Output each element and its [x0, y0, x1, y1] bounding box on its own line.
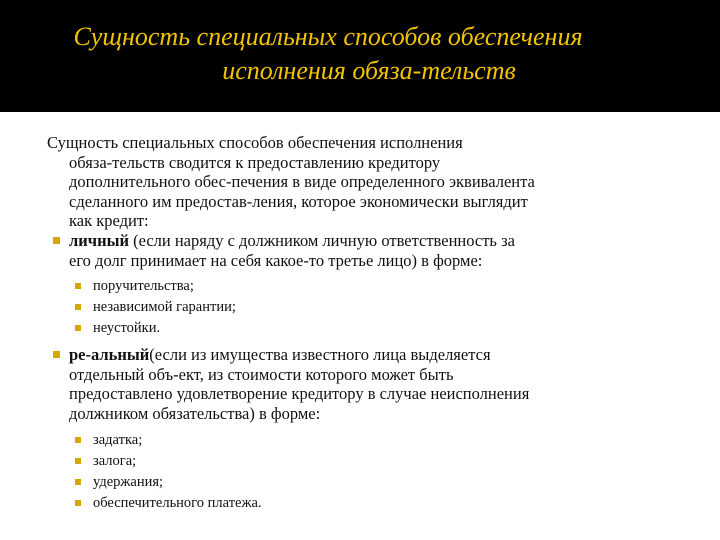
list-item: залога;	[47, 451, 687, 472]
title-line-1: Сущность специальных способов обеспечения	[73, 22, 583, 51]
personal-forms-list	[47, 276, 687, 339]
personal-term: личный	[69, 230, 129, 250]
square-bullet-icon	[75, 325, 81, 331]
intro-line: сделанного им предостав-ления, которое экономически выглядит	[69, 191, 528, 211]
personal-text: его долг принимает на себя какое-то третье лицо) в форме:	[69, 250, 483, 270]
list-item: задатка;	[47, 430, 687, 451]
square-bullet-icon	[75, 283, 81, 289]
square-bullet-icon	[75, 458, 81, 464]
slide-title	[0, 20, 720, 88]
square-bullet-icon	[75, 479, 81, 485]
real-term: ре-альный	[69, 345, 150, 365]
real-text: отдельный объ-ект, из стоимости которого может быть	[69, 364, 454, 384]
list-item: поручительства;	[47, 276, 687, 297]
real-text: (если из имущества известного лица выделяется	[149, 345, 491, 365]
personal-text: (если наряду с должником личную ответственность за	[128, 230, 515, 250]
real-text: предоставлено удовлетворение кредитору в случае неисполнения	[69, 384, 530, 404]
intro-line: обяза-тельств сводится к предоставлению кредитору	[69, 152, 441, 172]
intro-paragraph	[47, 133, 687, 231]
bullet-real	[47, 345, 687, 423]
slide-header	[0, 0, 720, 112]
list-item: независимой гарантии;	[47, 297, 687, 318]
square-bullet-icon	[75, 500, 81, 506]
square-bullet-icon	[75, 304, 81, 310]
slide-body	[47, 133, 687, 520]
bullet-personal	[47, 231, 687, 270]
square-bullet-icon	[75, 437, 81, 443]
square-bullet-icon	[53, 237, 60, 244]
list-item: удержания;	[47, 472, 687, 493]
list-item: неустойки.	[47, 318, 687, 339]
title-line-2: исполнения обяза-тельств	[222, 56, 516, 85]
square-bullet-icon	[53, 351, 60, 358]
list-item: обеспечительного платежа.	[47, 493, 687, 514]
intro-line: Сущность специальных способов обеспечения исполнения	[47, 133, 463, 152]
real-text: должником обязательства) в форме:	[69, 403, 321, 423]
intro-line: дополнительного обес-печения в виде определенного эквивалента	[69, 172, 535, 192]
real-forms-list	[47, 430, 687, 514]
intro-line: как кредит:	[69, 211, 149, 231]
